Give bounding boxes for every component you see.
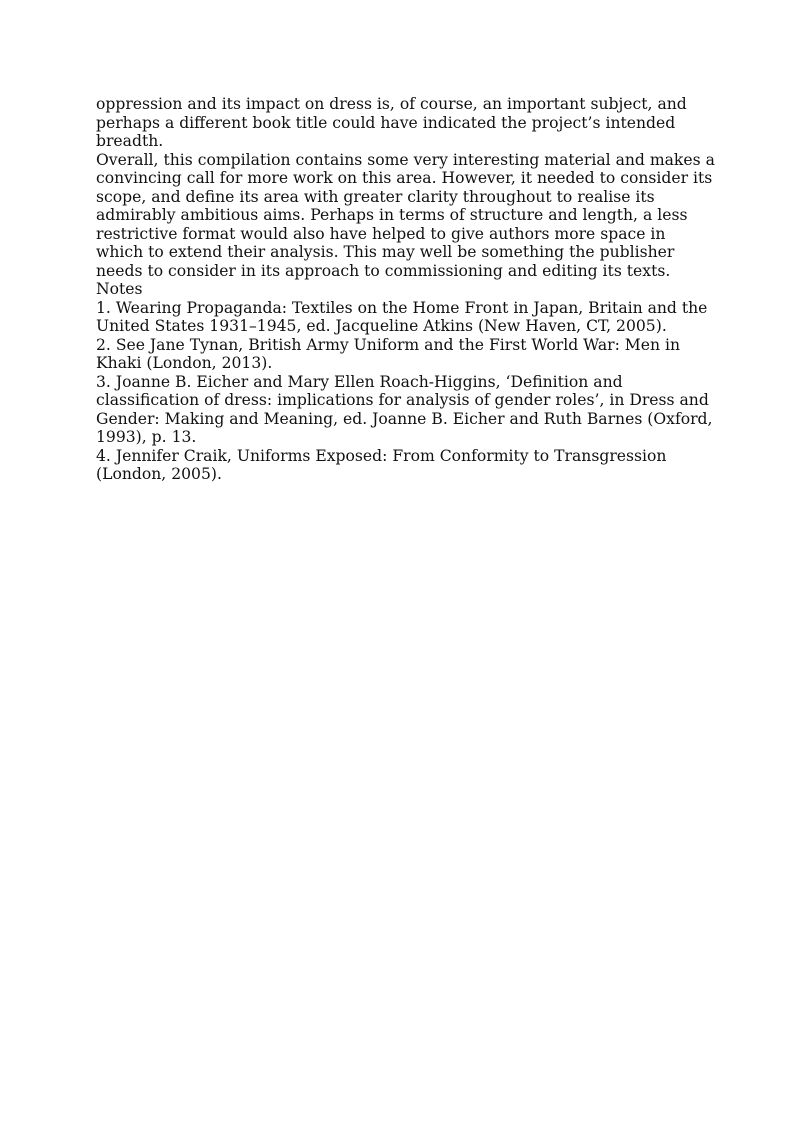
body-paragraph: oppression and its impact on dress is, of course, an important subject, and perhaps a different book title could have indicated the project’s intended breadth. (96, 95, 687, 150)
document-page (96, 95, 716, 484)
note-item: 3. Joanne B. Eicher and Mary Ellen Roach-Higgins, ‘Definition and classification of dress: implications for analysis of gender roles’, in Dress and Gender: Making and Meaning, ed. Joanne B. Eicher and Ruth Barnes (Oxford, 1993), p. 13. (96, 372, 713, 446)
notes-heading: Notes (96, 280, 143, 298)
note-item: 2. See Jane Tynan, British Army Uniform and the First World War: Men in Khaki (London, 2013). (96, 335, 681, 372)
note-item: 1. Wearing Propaganda: Textiles on the Home Front in Japan, Britain and the United States 1931–1945, ed. Jacqueline Atkins (New Haven, CT, 2005). (96, 298, 708, 335)
note-item: 4. Jennifer Craik, Uniforms Exposed: From Conformity to Transgression (London, 2005). (96, 446, 667, 483)
body-paragraph: Overall, this compilation contains some very interesting material and makes a convincing call for more work on this area. However, it needed to consider its scope, and define its area with greater clarity throughout to realise its admirably ambitious aims. Perhaps in terms of structure and length, a less restrictive format would also have helped to give authors more space in which to extend their analysis. This may well be something the publisher needs to consider in its approach to commissioning and editing its texts. (96, 150, 715, 280)
